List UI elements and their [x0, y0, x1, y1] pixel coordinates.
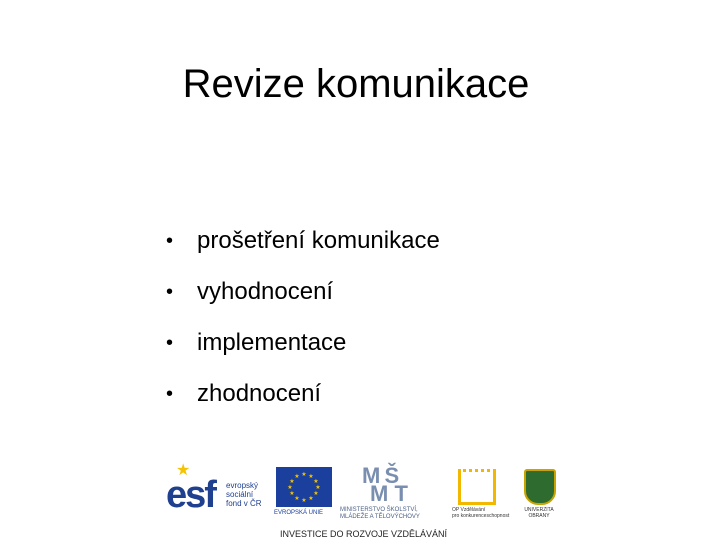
bullet-text: implementace: [197, 329, 347, 356]
bullet-icon: •: [166, 281, 174, 303]
bullet-icon: •: [166, 383, 174, 405]
eu-logo-label: EVROPSKÁ UNIE: [274, 510, 324, 516]
msmt-mark-icon-lower: M T: [370, 481, 408, 506]
msmt-logo-text: MINISTERSTVO ŠKOLSTVÍ, MLÁDEŽE A TĚLOVÝCHOVY: [340, 507, 420, 520]
esf-logo-text: evropský sociální fond v ČR: [226, 481, 262, 508]
bullet-text: prošetření komunikace: [197, 227, 440, 254]
bullet-item: [166, 222, 440, 273]
svg-text:★: ★: [313, 478, 319, 485]
svg-text:★: ★: [308, 495, 314, 502]
bullet-text: zhodnocení: [197, 380, 322, 407]
slide-title: Revize komunikace: [182, 62, 530, 106]
bullet-icon: •: [166, 332, 174, 354]
op-logo: [452, 467, 512, 527]
uo-logo-text: UNIVERZITA OBRANY: [524, 507, 554, 519]
bullet-icon: •: [166, 230, 174, 252]
svg-text:★: ★: [287, 484, 293, 491]
shield-icon: [524, 469, 556, 505]
svg-text:★: ★: [301, 471, 307, 478]
eu-flag-icon: [276, 467, 332, 507]
op-logo-text: OP Vzdělávání pro konkurenceschopnost: [452, 507, 510, 519]
svg-text:★: ★: [289, 490, 295, 497]
bullet-item: [166, 273, 440, 324]
svg-text:★: ★: [294, 473, 300, 480]
logo-strip: [164, 463, 564, 540]
esf-logo: [166, 462, 270, 521]
svg-text:★: ★: [289, 478, 295, 485]
msmt-mark-icon: M Š: [362, 463, 399, 488]
svg-text:★: ★: [301, 497, 307, 504]
bullet-item: [166, 375, 440, 426]
svg-text:★: ★: [315, 484, 321, 491]
svg-text:★: ★: [294, 495, 300, 502]
svg-text:★: ★: [308, 473, 314, 480]
uo-logo: [516, 467, 562, 527]
bullet-list: [166, 222, 440, 426]
star-icon: ★: [176, 462, 191, 479]
msmt-logo: [340, 465, 440, 525]
op-frame-icon: [458, 469, 496, 505]
bullet-text: vyhodnocení: [197, 278, 334, 305]
invest-slogan: INVESTICE DO ROZVOJE VZDĚLÁVÁNÍ: [280, 529, 448, 539]
svg-text:★: ★: [313, 490, 319, 497]
bullet-item: [166, 324, 440, 375]
eu-logo: [274, 467, 334, 525]
esf-logo-letters: esf: [166, 474, 215, 516]
